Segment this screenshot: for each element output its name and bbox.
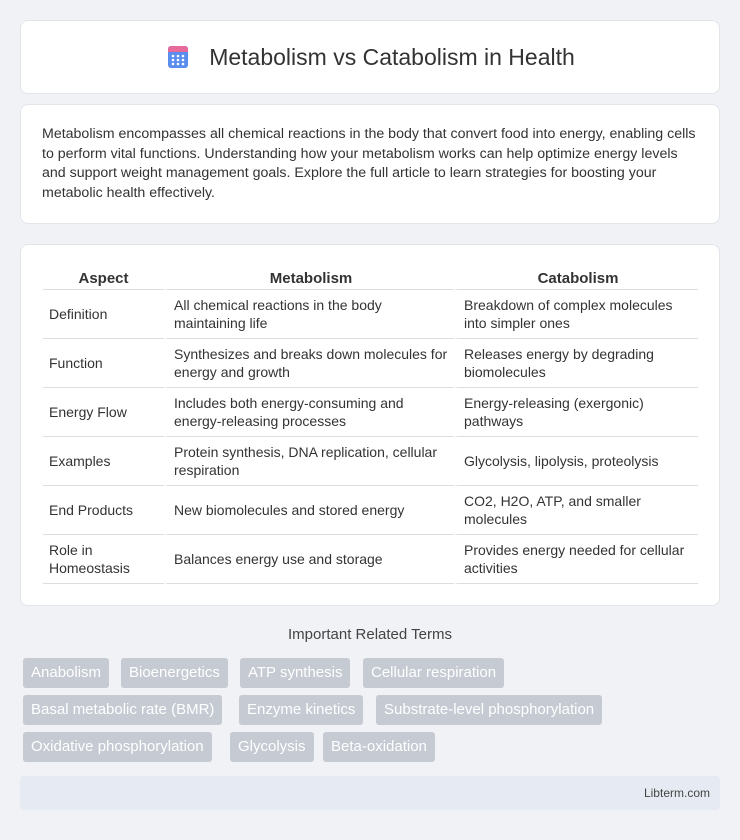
cell-aspect: End Products [43,486,164,535]
comparison-table [43,265,698,584]
table-row [43,486,698,535]
cell-catabolism: Energy-releasing (exergonic) pathways [454,388,698,437]
calculator-icon [165,44,191,70]
cell-aspect: Examples [43,437,164,486]
term-tag[interactable]: Cellular respiration [363,658,504,688]
cell-metabolism: Protein synthesis, DNA replication, cellular respiration [164,437,454,486]
term-tag[interactable]: Anabolism [23,658,109,688]
cell-catabolism: Glycolysis, lipolysis, proteolysis [454,437,698,486]
term-tag[interactable]: Basal metabolic rate (BMR) [23,695,222,725]
cell-aspect: Energy Flow [43,388,164,437]
table-header-row [43,265,698,290]
term-tag[interactable]: Bioenergetics [121,658,228,688]
cell-metabolism: Includes both energy-consuming and energy-releasing processes [164,388,454,437]
title-card [20,20,720,94]
table-row [43,535,698,584]
cell-metabolism: Synthesizes and breaks down molecules for energy and growth [164,339,454,388]
intro-card [20,104,720,224]
cell-catabolism: Provides energy needed for cellular activities [454,535,698,584]
table-row [43,388,698,437]
table-row [43,339,698,388]
comparison-table-card [20,244,720,606]
page-title: Metabolism vs Catabolism in Health [209,43,575,70]
header-aspect: Aspect [43,265,164,290]
cell-catabolism: Releases energy by degrading biomolecules [454,339,698,388]
header-metabolism: Metabolism [164,265,454,290]
cell-metabolism: New biomolecules and stored energy [164,486,454,535]
cell-metabolism: All chemical reactions in the body maintaining life [164,290,454,339]
cell-aspect: Function [43,339,164,388]
cell-catabolism: CO2, H2O, ATP, and smaller molecules [454,486,698,535]
term-tag[interactable]: Beta-oxidation [323,732,435,762]
cell-catabolism: Breakdown of complex molecules into simpler ones [454,290,698,339]
table-row [43,290,698,339]
cell-aspect: Role in Homeostasis [43,535,164,584]
footer-site-link[interactable]: Libterm.com [643,786,710,800]
term-tag[interactable]: Substrate-level phosphorylation [376,695,602,725]
header-catabolism: Catabolism [454,265,698,290]
cell-metabolism: Balances energy use and storage [164,535,454,584]
term-tag[interactable]: ATP synthesis [240,658,350,688]
term-tag[interactable]: Glycolysis [230,732,314,762]
intro-text: Metabolism encompasses all chemical reactions in the body that convert food into energy, enabling cells to perform vital functions. Understanding how your metabolism works can help optimize energy levels and support weight management goals. Explore the full article to learn strategies for boosting your metabolic health effectively. [42,126,696,201]
footer [20,776,720,810]
term-tag[interactable]: Oxidative phosphorylation [23,732,212,762]
term-tag[interactable]: Enzyme kinetics [239,695,363,725]
cell-aspect: Definition [43,290,164,339]
related-terms-title: Important Related Terms [288,626,452,643]
table-row [43,437,698,486]
